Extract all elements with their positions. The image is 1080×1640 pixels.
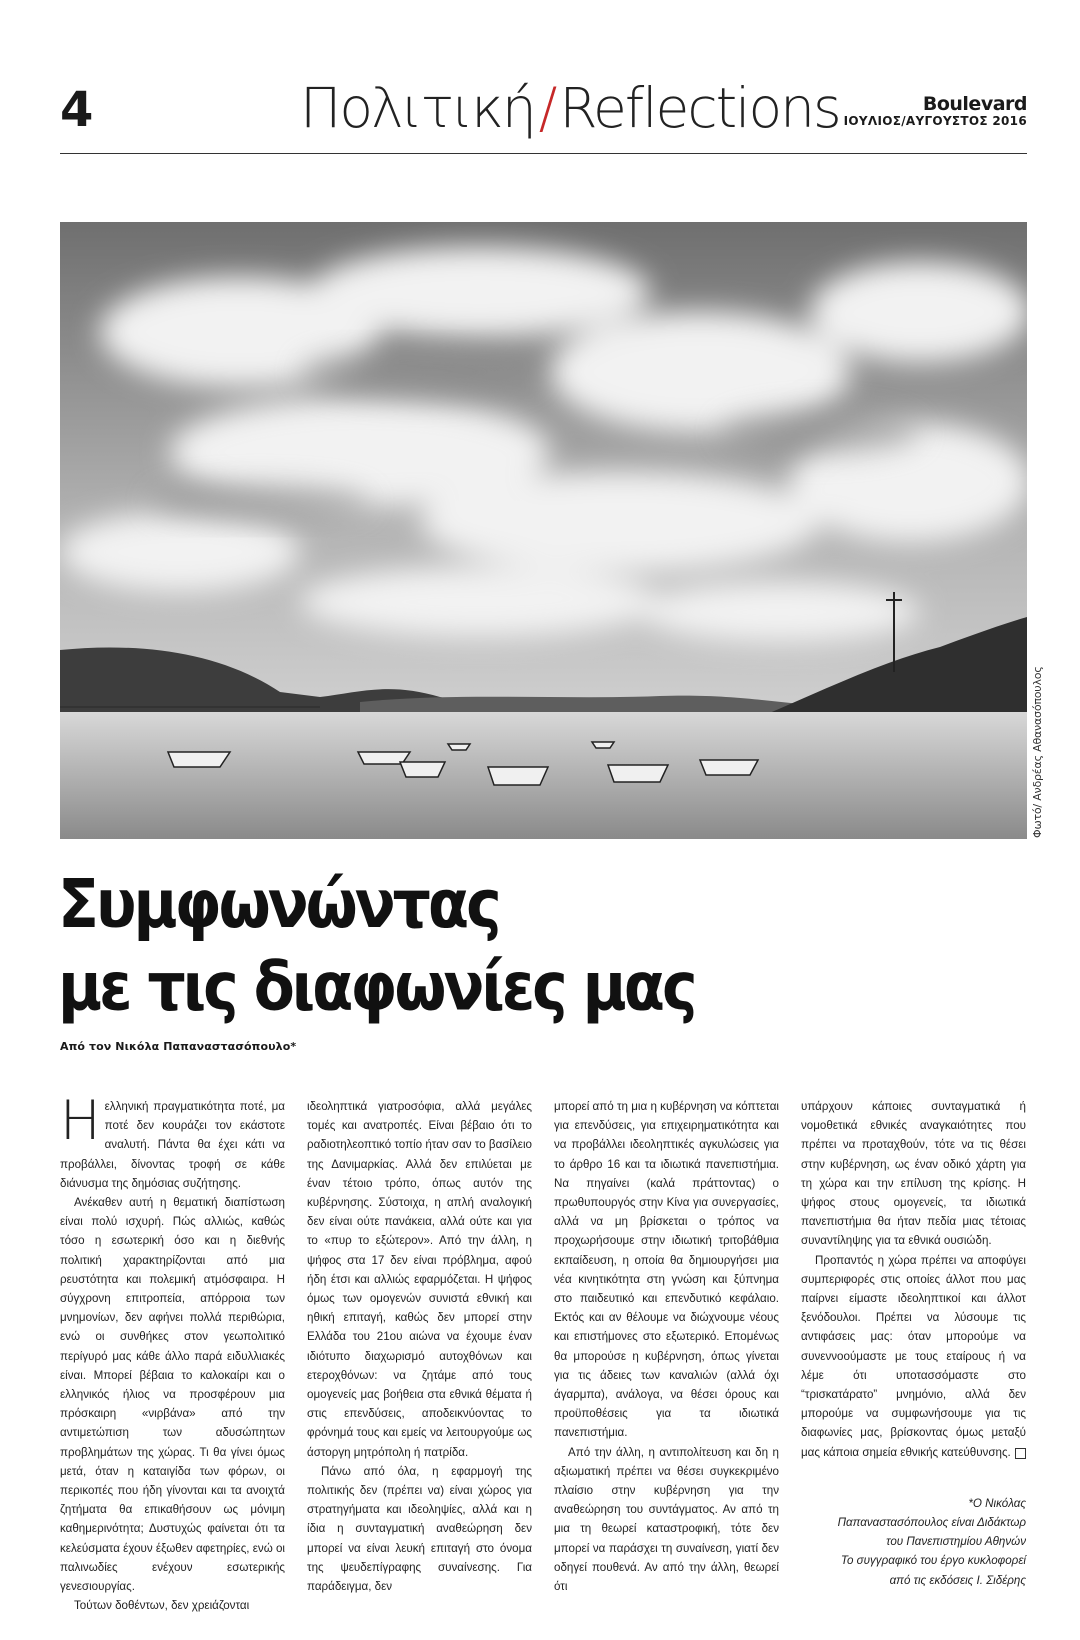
photo-credit: Φωτό/ Ανδρέας Αθανασόπουλος	[1031, 666, 1044, 838]
brand-name: Boulevard	[922, 93, 1027, 115]
harbor-landscape-image	[60, 222, 1027, 839]
author-note-line: από τις εκδόσεις Ι. Σιδέρης	[889, 1573, 1026, 1587]
paragraph	[60, 1089, 285, 1193]
paragraph-text: ελληνική πραγματικότητα ποτέ, μα ποτέ δεν κουράζει τον εκάστοτε αναλυτή. Πάντα θα έχει κάτι να προβάλλει, δίνοντας τροφή σε κάθε διάνυσμα της δημόσιας συζήτησης.	[60, 1100, 285, 1190]
section-title-english: Reflections	[559, 76, 840, 140]
end-of-article-icon	[1015, 1448, 1026, 1459]
paragraph: Από την άλλη, η αντιπολίτευση και δη η αξιωματική πρέπει να θέσει συγκεκριμένο πλαίσιο στην κυβέρνηση για την αναθεώρηση του συντάγματος. Αν από τη μια τη θεωρεί καταστροφική, τότε δεν μπορεί να παράσχει τη συναίνεση, γιατί δεν οδηγεί πουθενά. Αν από την άλλη, θεωρεί ότι	[554, 1445, 779, 1594]
headline-line-1: Συμφωνώντας	[58, 865, 499, 944]
paragraph: Ανέκαθεν αυτή η θεματική διαπίστωση είναι πολύ ισχυρή. Πώς αλλιώς, καθώς τόσο η εσωτερική όσο και η διεθνής πολιτική χαρακτηρίζονται από μια ρευστότητα και πολεμική ατμόσφαιρα. Η σύγχρονη επιτροπεία, απόρροια των μνημονίων, δεν αφήνει πολλά περιθώρια, ενώ οι συνθήκες στον γεωπολιτικό περίγυρό μας κάθε άλλο παρά ειδυλλιακές είναι. Μπορεί βέβαια το καλοκαίρι και ο ελληνικός ήλιος να προσφέρουν μια πρόσκαιρη «νιρβάνα» από την αντιμετώπιση των αδυσώπητων προβλημάτων της χώρας. Τι θα γίνει όμως μετά, όταν η καταιγίδα των φόρων, οι περικοπές που ήδη γίνονται και τα ανοιχτά ζητήματα θα επικαθήσουν ως μόνιμη καθημερινότητα; Δυστυχώς φαίνεται ότι τα κελεύσματα έχουν έξωθεν αφετηρίες, ενώ οι παλινωδίες ενέχουν εσωτερικής γενεσιουργίας.	[60, 1196, 285, 1594]
byline: Από τον Νικόλα Παπαναστασόπουλο*	[60, 1040, 297, 1053]
article-headline	[58, 863, 695, 1029]
text-column-2	[307, 1097, 532, 1596]
text-column-3	[554, 1097, 779, 1596]
author-note-line: του Πανεπιστημίου Αθηνών	[886, 1535, 1026, 1549]
paragraph: υπάρχουν κάποιες συνταγματικά ή νομοθετικά εθνικές αναγκαιότητες που πρέπει να προταχθούν, τότε να τις θέσει στην κυβέρνηση, ως έναν οδικό χάρτη για τη χώρα και την επίλυση της κρίσης. Η ψήφος στους ομογενείς, τα ιδιωτικά πανεπιστήμια θα ήταν πεδία μιας τέτοιας συναντίληψης για τα εθνικά ουσιώδη.	[801, 1100, 1026, 1248]
headline-line-2: με τις διαφωνίες μας	[58, 948, 695, 1027]
drop-cap: Η	[60, 1089, 101, 1152]
author-note-line: Το συγγραφικό του έργο κυκλοφορεί	[840, 1554, 1026, 1568]
section-title	[300, 76, 840, 140]
paragraph: Πάνω από όλα, η εφαρμογή της πολιτικής δεν (πρέπει να) είναι χώρος για στρατηγήματα και ιδεοληψίες, αλλά και η ίδια η συνταγματική αναθεώρηση δεν μπορεί να είναι λευκή επιταγή στο όνομα της ψευδεπίγραφης συναίνεσης. Για παράδειγμα, δεν	[307, 1464, 532, 1594]
paragraph-text: Προπαντός η χώρα πρέπει να αποφύγει συμπεριφορές στις οποίες άλλοτ που μας παίρνει είμαστε ιδεοληπτικοί και άλλοτ ξενόδουλοι. Πρέπει να λύσουμε τις αντιφάσεις μας: όταν μπορούμε να συνεννοούμαστε με τους εταίρους ή να λέμε ότι υποτασσόμαστε στο “τρισκατάρατο” μνημόνιο, αλλά δεν μπορούμε να συμφωνήσουμε για τις διαφωνίες μας, βρίσκοντας όμως μεταξύ μας κάποια σημεία εθνικής κατεύθυνσης.	[801, 1253, 1026, 1459]
paragraph: Τούτων δοθέντων, δεν χρειάζονται	[74, 1599, 250, 1613]
section-separator: /	[538, 76, 556, 140]
issue-date: ΙΟΥΛΙΟΣ/ΑΥΓΟΥΣΤΟΣ 2016	[843, 114, 1027, 128]
author-note	[801, 1494, 1026, 1590]
author-note-line: *Ο Νικόλας	[968, 1496, 1026, 1510]
article-body	[60, 1089, 1027, 1613]
header-rule	[60, 153, 1027, 154]
section-title-greek: Πολιτική	[300, 76, 535, 140]
paragraph: μπορεί από τη μια η κυβέρνηση να κόπτεται για επενδύσεις, για επιχειρηματικότητα και να προβάλλει ιδεοληπτικές αγκυλώσεις για το άρθρο 16 και τα ιδιωτικά πανεπιστήμια. Να πηγαίνει (καλά πράττοντας) ο πρωθυπουργός στην Κίνα για συνεργασίες, αλλά να μη βρίσκεται ο τρόπος να προχωρήσουμε στην ιδιωτική τριτοβάθμια εκπαίδευση, η οποία θα δημιουργήσει μια νέα κινητικότητα στη γνώση και ξύπνημα στο παιδευτικό και επενδυτικό κεφάλαιο. Εκτός και αν θέλουμε να διώχνουμε νέους και επιστήμονες στο εξωτερικό. Επομένως θα μπορούσε η κυβέρνηση, όπως γίνεται για τις άδειες των καναλιών (αλλά όχι άγαρμπα), ανάλογα, να θέσει όρους και προϋποθέσεις για τα ιδιωτικά πανεπιστήμια.	[554, 1100, 779, 1440]
text-column-1	[60, 1089, 285, 1615]
paragraph: ιδεοληπτικά γιατροσόφια, αλλά μεγάλες τομές και ανατροπές. Είναι βέβαιο ότι το ραδιοτηλεοπτικό τοπίο ήταν σαν το βασίλειο της Δανιμαρκίας. Αλλά δεν επιλύεται με έναν τέτοιο τρόπο, όπως αυτόν της κυβέρνησης. Σύστοιχα, η απλή αναλογική δεν είναι ούτε πανάκεια, αλλά ούτε και για το «πυρ το εξώτερον». Από την άλλη, η ψήφος στα 17 δεν είναι πρόβλημα, αφού ήδη έτσι και αλλιώς εφαρμόζεται. Η ψήφος όμως των ομογενών συνιστά εθνική και ηθική επιταγή, καθώς δεν μπορεί στην Ελλάδα του 21ου αιώνα να έχουμε έναν ιδιότυπο διαχωρισμό αυτοχθόνων και ετεροχθόνων: να ζητάμε από τους ομογενείς μας βοήθεια στα εθνικά θέματα ή στις επενδύσεις, αποδεικνύοντας το φρόνημά τους και εμείς να λειτουργούμε ως άστοργη μητρόπολη ή πατρίδα.	[307, 1100, 532, 1459]
text-column-4	[801, 1097, 1026, 1590]
masthead	[844, 95, 1027, 128]
article-photo	[60, 222, 1027, 839]
page-number: 4	[60, 82, 92, 138]
paragraph	[801, 1251, 1026, 1462]
author-note-line: Παπαναστασόπουλος είναι Διδάκτωρ	[837, 1516, 1026, 1530]
page-header	[60, 78, 1027, 158]
